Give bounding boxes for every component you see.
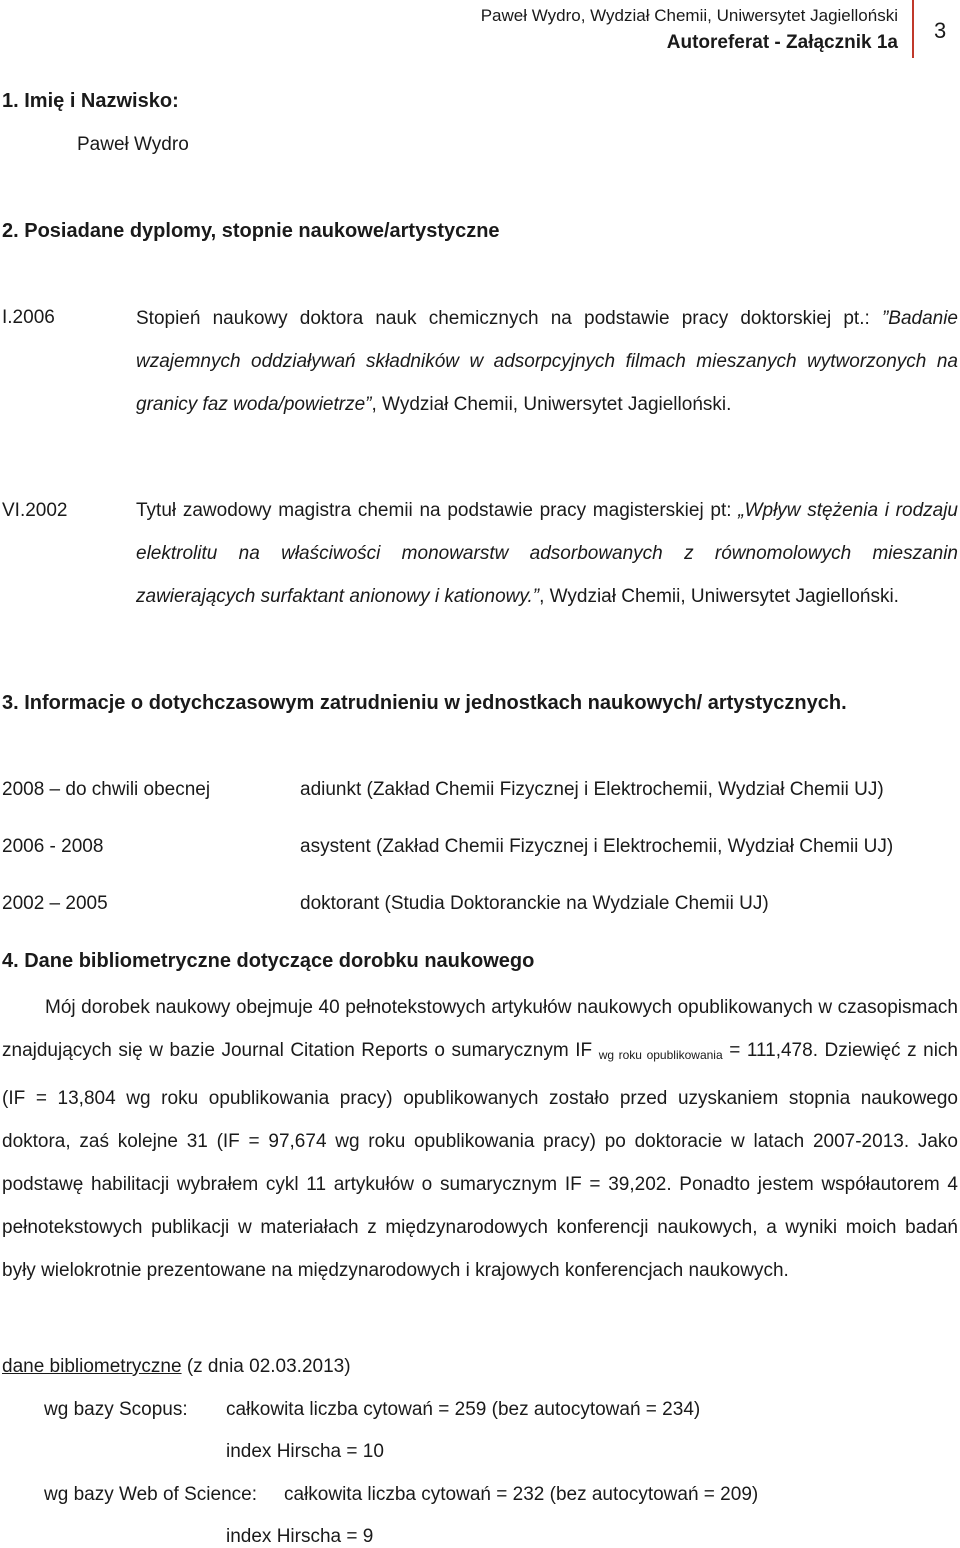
employment-position-3: doktorant (Studia Doktoranckie na Wydziale Chemii UJ) [300, 893, 769, 914]
diploma-description-1 [136, 297, 958, 426]
section-4-title: 4. Dane bibliometryczne dotyczące dorobku naukowego [2, 950, 535, 972]
employment-position-1: adiunkt (Zakład Chemii Fizycznej i Elektrochemii, Wydział Chemii UJ) [300, 779, 884, 800]
scopus-citations: całkowita liczba cytowań = 259 (bez autocytowań = 234) [226, 1399, 701, 1420]
wos-citations: całkowita liczba cytowań = 232 (bez autocytowań = 209) [284, 1484, 759, 1505]
bibliometric-text-a: Mój dorobek naukowy obejmuje 40 pełnotekstowych artykułów naukowych opublikowanych w czasopismach znajdujących się w bazie Journal Citation Reports o sumarycznym IF [2, 997, 958, 1061]
header-divider [912, 0, 914, 58]
employment-period-2: 2006 - 2008 [2, 836, 104, 857]
scopus-label: wg bazy Scopus: [44, 1399, 188, 1420]
bibliometric-data-date: (z dnia 02.03.2013) [181, 1356, 351, 1377]
diploma-thesis-title-1: ”Badanie wzajemnych oddziaływań składników w adsorpcyjnych filmach mieszanych wytworzonych na granicy faz woda/powietrze” [136, 308, 958, 415]
diploma-thesis-title-2: „Wpływ stężenia i rodzaju elektrolitu na właściwości monowarstw adsorbowanych z równomolowych mieszanin zawierających surfaktant anionowy i kationowy.” [136, 500, 958, 607]
diploma-text-1c: , Wydział Chemii, Uniwersytet Jagielloński. [371, 394, 732, 415]
scopus-hindex: index Hirscha = 10 [226, 1441, 384, 1462]
diploma-date-2: VI.2002 [2, 500, 68, 521]
diploma-text-2a: Tytuł zawodowy magistra chemii na podstawie pracy magisterskiej pt: [136, 500, 739, 521]
section-3-title: 3. Informacje o dotychczasowym zatrudnieniu w jednostkach naukowych/ artystycznych. [2, 692, 847, 714]
employment-period-3: 2002 – 2005 [2, 893, 108, 914]
header-author-line: Paweł Wydro, Wydział Chemii, Uniwersytet Jagielloński [480, 6, 898, 25]
bibliometric-data-label: dane bibliometryczne [2, 1356, 182, 1377]
if-subscript: wg roku opublikowania [598, 1048, 723, 1062]
section-1-title: 1. Imię i Nazwisko: [2, 90, 179, 112]
diploma-text-2c: , Wydział Chemii, Uniwersytet Jagielloński. [539, 586, 899, 607]
section-2-title: 2. Posiadane dyplomy, stopnie naukowe/artystyczne [2, 220, 500, 242]
person-name: Paweł Wydro [77, 134, 189, 155]
diploma-date-1: I.2006 [2, 307, 55, 328]
diploma-text-1a: Stopień naukowy doktora nauk chemicznych na podstawie pracy doktorskiej pt.: [136, 308, 882, 329]
bibliometric-text-b: = 111,478. Dziewięć z nich (IF = 13,804 wg roku opublikowania pracy) opublikowanych zostało przed uzyskaniem stopnia naukowego doktora, zaś kolejne 31 (IF = 97,674 wg roku opublikowania pracy) po doktoracie w latach 2007-2013. Jako podstawę habilitacji wybrałem cykl 11 artykułów o sumarycznym IF = 39,202. Ponadto jestem współautorem 4 pełnotekstowych publikacji w materiałach z międzynarodowych konferencji naukowych, a wyniki moich badań były wielokrotnie prezentowane na międzynarodowych i krajowych konferencjach naukowych. [2, 1040, 958, 1281]
wos-hindex: index Hirscha = 9 [226, 1526, 374, 1547]
wos-label: wg bazy Web of Science: [44, 1484, 257, 1505]
page-number: 3 [934, 18, 947, 43]
diploma-description-2 [136, 489, 958, 618]
bibliometric-data-line [2, 1356, 351, 1378]
employment-position-2: asystent (Zakład Chemii Fizycznej i Elektrochemii, Wydział Chemii UJ) [300, 836, 894, 857]
employment-period-1: 2008 – do chwili obecnej [2, 779, 211, 800]
bibliometric-paragraph [2, 986, 958, 1292]
header-document-title: Autoreferat - Załącznik 1a [666, 32, 898, 53]
